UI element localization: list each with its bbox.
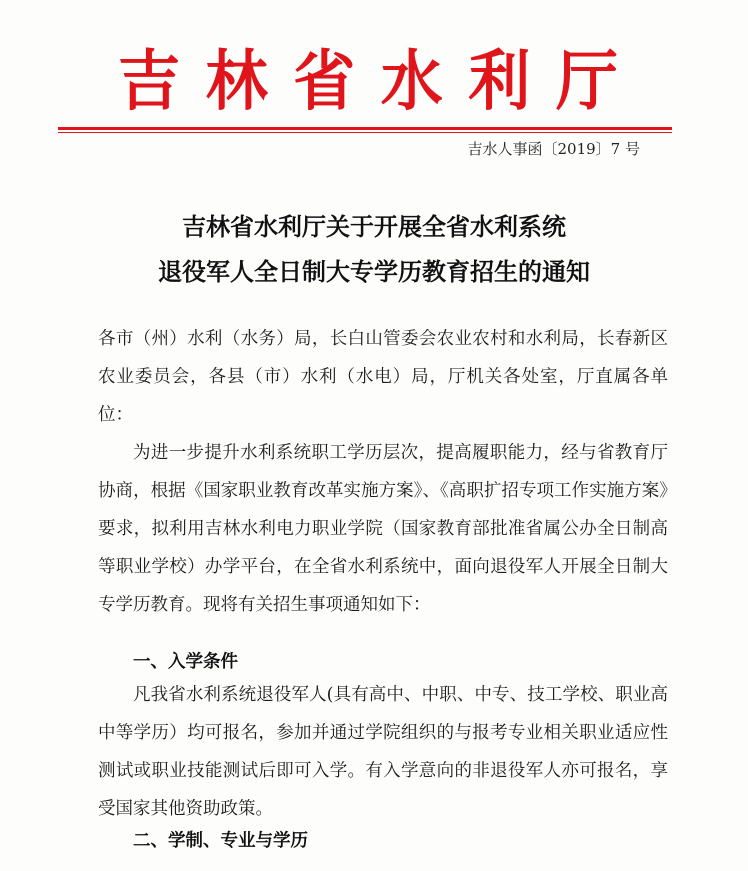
letterhead-char: 厅 — [555, 41, 618, 119]
letterhead-char: 吉 — [118, 41, 181, 119]
letterhead-title — [118, 32, 618, 118]
letterhead-char: 水 — [380, 41, 443, 119]
section-heading-1: 一、入学条件 — [133, 652, 238, 672]
document-title-line-1: 吉林省水利厅关于开展全省水利系统 — [182, 213, 566, 241]
letterhead-char: 林 — [205, 41, 268, 119]
salutation: 各市（州）水利（水务）局，长白山管委会农业农村和水利局，长春新区农业委员会，各县（市）水利（水电）局，厅机关各处室，厅直属各单位： — [98, 329, 668, 425]
letterhead-divider — [58, 127, 672, 130]
letterhead-char: 利 — [468, 41, 531, 119]
letterhead-divider-thin — [58, 132, 672, 133]
intro-paragraph: 为进一步提升水利系统职工学历层次，提高履职能力，经与省教育厅协商，根据《国家职业教育改革实施方案》、《高职扩招专项工作实施方案》要求，拟利用吉林水利电力职业学院（国家教育部批准省属公办全日制高等职业学校）办学平台，在全省水利系统中，面向退役军人开展全日制大专学历教育。现将有关招生事项通知如下： — [98, 443, 668, 615]
letterhead-char: 省 — [293, 41, 356, 119]
section-1-paragraph: 凡我省水利系统退役军人(具有高中、中职、中专、技工学校、职业高中等学历）均可报名，参加并通过学院组织的与报考专业相关职业适应性测试或职业技能测试后即可入学。有入学意向的非退役军人亦可报名，享受国家其他资助政策。 — [98, 685, 668, 819]
document-number: 吉水人事函〔2019〕7 号 — [467, 140, 640, 158]
section-heading-2: 二、学制、专业与学历 — [133, 831, 308, 851]
document-title-line-2: 退役军人全日制大专学历教育招生的通知 — [158, 258, 590, 286]
